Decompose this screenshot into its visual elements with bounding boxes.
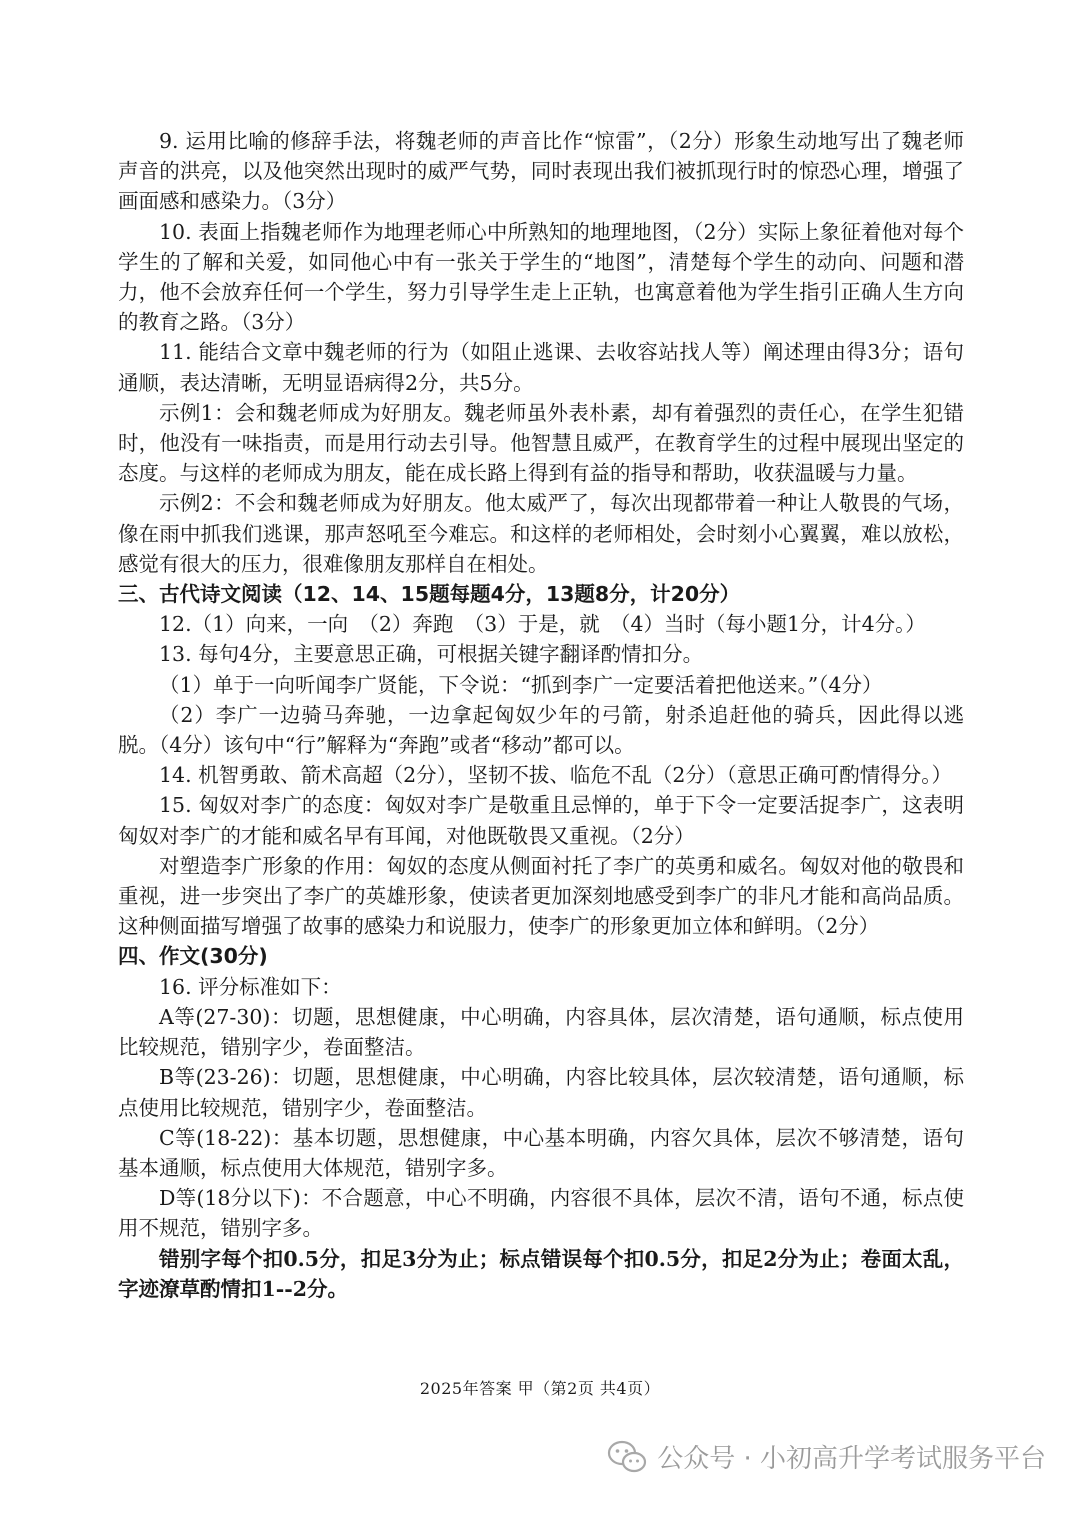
answer-page [118, 126, 964, 1304]
grade-a: A等(27-30)：切题，思想健康，中心明确，内容具体，层次清楚，语句通顺，标点使用比较规范，错别字少，卷面整洁。 [118, 1004, 964, 1060]
wechat-logo-icon [607, 1440, 647, 1474]
section-4-heading: 四、作文(30分) [118, 944, 268, 969]
answer-q10: 10. 表面上指魏老师作为地理老师心中所熟知的地理地图，（2分）实际上象征着他对每个学生的了解和关爱，如同他心中有一张关于学生的“地图”，清楚每个学生的动向、问题和潜力，他不会放弃任何一个学生，努力引导学生走上正轨，也寓意着他为学生指引正确人生方向的教育之路。（3分） [118, 219, 964, 335]
answer-q16: 16. 评分标准如下： [159, 974, 342, 999]
answer-q13: 13. 每句4分，主要意思正确，可根据关键字翻译酌情扣分。 [159, 642, 704, 667]
answer-q12: 12.（1）向来，一向 （2）奔跑 （3）于是，就 （4）当时（每小题1分，计4分。） [159, 612, 926, 637]
answer-q15: 15. 匈奴对李广的态度：匈奴对李广是敬重且忌惮的，单于下令一定要活捉李广，这表明匈奴对李广的才能和威名早有耳闻，对他既敬畏又重视。（2分） [118, 793, 964, 848]
answer-q15-effect: 对塑造李广形象的作用：匈奴的态度从侧面衬托了李广的英勇和威名。匈奴对他的敬畏和重视，进一步突出了李广的英雄形象，使读者更加深刻地感受到李广的非凡才能和高尚品质。这种侧面描写增强了故事的感染力和说服力，使李广的形象更加立体和鲜明。（2分） [118, 853, 964, 939]
page-footer: 2025年答案 甲（第2页 共4页） [419, 1379, 661, 1398]
watermark-text: 公众号 · 小初高升学考试服务平台 [657, 1444, 1046, 1474]
answer-q13-part-1: （1）单于一向听闻李广贤能，下令说：“抓到李广一定要活着把他送来。”（4分） [159, 672, 883, 697]
answer-q9: 9. 运用比喻的修辞手法，将魏老师的声音比作“惊雷”，（2分）形象生动地写出了魏老师声音的洪亮，以及他突然出现时的威严气势，同时表现出我们被抓现行时的惊恐心理，增强了画面感和感染力。（3分） [118, 129, 964, 214]
answer-q11-example-2: 示例2：不会和魏老师成为好朋友。他太威严了，每次出现都带着一种让人敬畏的气场，像在雨中抓我们逃课，那声怒吼至今难忘。和这样的老师相处，会时刻小心翼翼，难以放松，感觉有很大的压力，很难像朋友那样自在相处。 [118, 491, 964, 576]
answer-q11: 11. 能结合文章中魏老师的行为（如阻止逃课、去收容站找人等）阐述理由得3分；语句通顺，表达清晰，无明显语病得2分，共5分。 [118, 340, 964, 395]
grade-c: C等(18-22)：基本切题，思想健康，中心基本明确，内容欠具体，层次不够清楚，语句基本通顺，标点使用大体规范，错别字多。 [118, 1125, 964, 1180]
watermark [607, 1438, 1046, 1475]
answer-q13-part-2: （2）李广一边骑马奔驰，一边拿起匈奴少年的弓箭，射杀追赶他的骑兵，因此得以逃脱。（4分）该句中“行”解释为“奔跑”或者“移动”都可以。 [118, 702, 964, 758]
grade-b: B等(23-26)：切题，思想健康，中心明确，内容比较具体，层次较清楚，语句通顺，标点使用比较规范，错别字少，卷面整洁。 [118, 1065, 964, 1120]
answer-q14: 14. 机智勇敢、箭术高超（2分），坚韧不拔、临危不乱（2分）（意思正确可酌情得分。） [159, 763, 952, 788]
answer-q11-example-1: 示例1：会和魏老师成为好朋友。魏老师虽外表朴素，却有着强烈的责任心，在学生犯错时，他没有一味指责，而是用行动去引导。他智慧且威严，在教育学生的过程中展现出坚定的态度。与这样的老师成为朋友，能在成长路上得到有益的指导和帮助，收获温暖与力量。 [118, 400, 964, 486]
deduction-rules: 错别字每个扣0.5分，扣足3分为止；标点错误每个扣0.5分，扣足2分为止；卷面太乱，字迹潦草酌情扣1--2分。 [118, 1246, 964, 1301]
grade-d: D等(18分以下)：不合题意，中心不明确，内容很不具体，层次不清，语句不通，标点使用不规范，错别字多。 [118, 1186, 964, 1241]
section-3-heading: 三、古代诗文阅读（12、14、15题每题4分，13题8分，计20分） [118, 582, 741, 607]
